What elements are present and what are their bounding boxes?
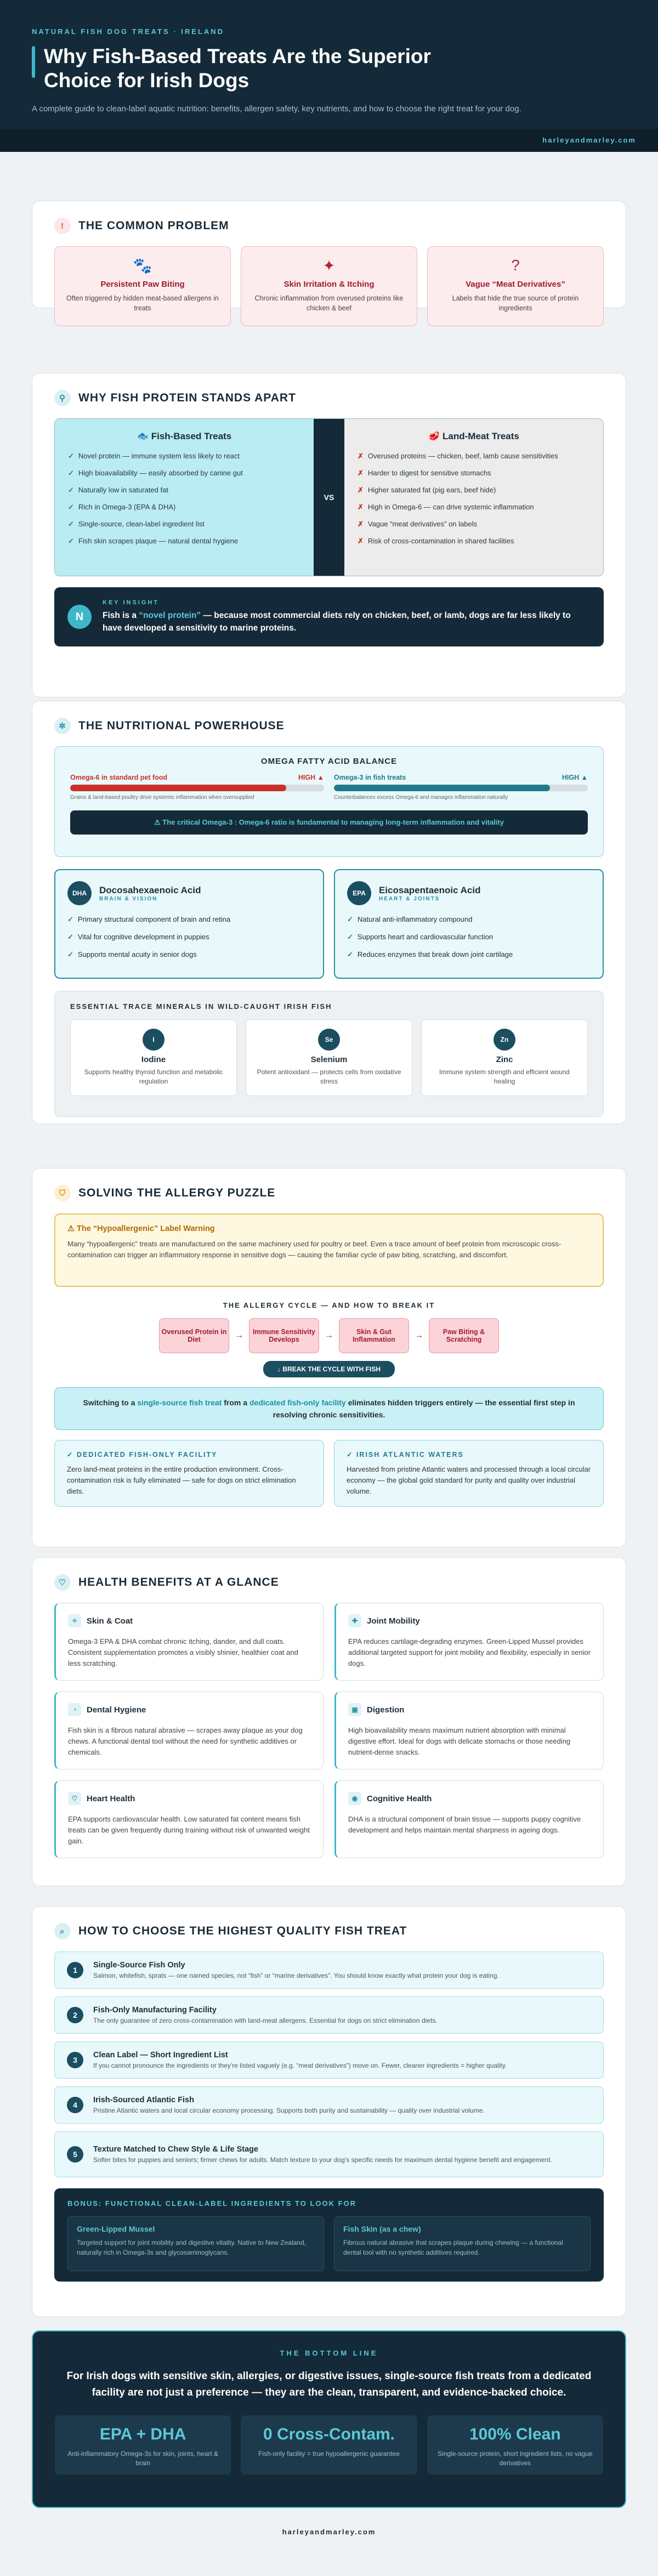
step-item: 1 Single-Source Fish Only Salmon, whitefish, sprats — one named species, not “fish” or “marine derivatives”. You should know exactly what protein your dog is eating. xyxy=(54,1951,604,1989)
dha-card: DHA Docosahexaenoic Acid BRAIN & VISION ✓ Primary structural component of brain and retina ✓ Vital for cognitive development in puppies ✓ Supports mental acuity in senior dogs xyxy=(54,869,324,979)
step-item: 2 Fish-Only Manufacturing Facility The only guarantee of zero cross-contamination with land-meat allergens. Essential for dogs on strict elimination diets. xyxy=(54,1996,604,2034)
bottom-line: THE BOTTOM LINE For Irish dogs with sensitive skin, allergies, or digestive issues, single-source fish treats from a dedicated facility are not just a preference — they are the clean, transparent, and evidence-backed choice. EPA + DHA Anti-inflammatory Omega-3s for skin, joints, heart & brain 0 Cross-Contam. Fish-only facility = true hypoallergenic guarantee 100% Clean Single-source protein, short ingredient lists, no vague derivatives xyxy=(32,2330,626,2508)
break-cycle-button[interactable]: ↓ BREAK THE CYCLE WITH FISH xyxy=(263,1361,395,1377)
vs-divider: VS xyxy=(314,419,344,576)
stat-card: 0 Cross-Contam. Fish-only facility = true hypoallergenic guarantee xyxy=(241,2415,417,2475)
cross-icon: ✗ xyxy=(358,469,364,477)
fish-column-title: 🐟 Fish-Based Treats xyxy=(137,431,232,441)
hero-eyebrow: NATURAL FISH DOG TREATS · IRELAND xyxy=(32,27,225,36)
shield-icon: ⛉ xyxy=(54,1185,71,1201)
comparison-table xyxy=(54,418,604,576)
step-item: 4 Irish-Sourced Atlantic Fish Pristine Atlantic waters and local circular economy processing. Supports both purity and sustainability — quality over industrial volume. xyxy=(54,2086,604,2124)
location-pin-icon: ⚲ xyxy=(54,390,71,406)
arrow-icon: → xyxy=(325,1331,333,1340)
mineral-card: Zn Zinc Immune system strength and efficient wound healing xyxy=(421,1019,588,1096)
stat-card: 100% Clean Single-source protein, short ingredient lists, no vague derivatives xyxy=(427,2415,603,2475)
hero-subtitle: A complete guide to clean-label aquatic nutrition: benefits, allergen safety, key nutrients, and how to choose the right treat for your dog. xyxy=(32,104,521,114)
page-title: Why Fish-Based Treats Are the Superior Choice for Irish Dogs xyxy=(44,45,431,92)
benefit-card: ◉ Cognitive Health DHA is a structural component of brain tissue — supports puppy cognitive development and helps maintain mental sharpness in ageing dogs. xyxy=(334,1780,604,1858)
cross-icon: ✗ xyxy=(358,486,364,494)
hero-accent-bar xyxy=(32,46,35,78)
check-icon: ✓ xyxy=(68,452,74,460)
digestion-icon: ▣ xyxy=(348,1703,361,1716)
bonus-card: Green-Lipped Mussel Targeted support for joint mobility and digestive vitality. Native to New Zealand, naturally rich in Omega-3s and glycosaminoglycans. xyxy=(67,2216,324,2271)
heart-icon: ♡ xyxy=(68,1792,81,1805)
check-icon: ✓ xyxy=(68,486,74,494)
meat-drawback: ✗ Overused proteins — chicken, beef, lamb cause sensitivities xyxy=(358,452,558,460)
brain-icon: ◉ xyxy=(348,1792,361,1805)
section-title: ⌕ HOW TO CHOOSE THE HIGHEST QUALITY FISH TREAT xyxy=(54,1923,604,1939)
atlantic-card: ✓ IRISH ATLANTIC WATERS Harvested from pristine Atlantic waters and processed through a local circular economy — the global gold standard for purity and quality over industrial volume. xyxy=(334,1440,604,1507)
stat-card: EPA + DHA Anti-inflammatory Omega-3s for skin, joints, heart & brain xyxy=(55,2415,231,2475)
irritation-icon: ✦ xyxy=(322,257,336,274)
heart-icon: ♡ xyxy=(54,1574,71,1591)
benefit-card: ♡ Heart Health EPA supports cardiovascular health. Low saturated fat content means fish treats can be given frequently during training without risk of unwanted weight gain. xyxy=(54,1780,324,1858)
fish-benefit: ✓ Novel protein — immune system less likely to react xyxy=(68,452,240,460)
section-common-problem xyxy=(32,201,626,312)
hypoallergenic-warning: ⚠ The “Hypoallergenic” Label Warning Many “hypoallergenic” treats are manufactured on the same machinery used for poultry or beef. Even a trace amount of beef protein from microscopic cross-contamination can trigger an inflammatory response in sensitive dogs — causing the familiar cycle of paw biting, scratching, and discomfort. xyxy=(54,1213,604,1287)
step-item: 3 Clean Label — Short Ingredient List If you cannot pronounce the ingredients or they're listed vaguely (e.g. “meat derivatives”) move on. Fewer, cleaner ingredients = higher quality. xyxy=(54,2041,604,2079)
check-icon: ✓ xyxy=(68,537,74,545)
insight-badge: N xyxy=(67,605,92,629)
arrow-icon: → xyxy=(415,1331,423,1340)
check-icon: ✓ xyxy=(67,950,73,958)
epa-card: EPA Eicosapentaenoic Acid HEART & JOINTS ✓ Natural anti-inflammatory compound ✓ Supports heart and cardiovascular function ✓ Reduces enzymes that break down joint cartilage xyxy=(334,869,604,979)
check-icon: ✓ xyxy=(67,915,73,923)
meat-column-title: 🥩 Land-Meat Treats xyxy=(428,431,519,441)
question-icon: ? xyxy=(511,257,520,274)
benefit-card: ◔ Dental Hygiene Fish skin is a fibrous natural abrasive — scrapes away plaque as your dog chews. A functional dental tool without the need for synthetic additives or chemicals. xyxy=(54,1692,324,1769)
tooth-icon: ◔ xyxy=(68,1703,81,1716)
omega6-bar xyxy=(70,785,286,791)
section-title: ! THE COMMON PROBLEM xyxy=(54,218,604,234)
hero-site-link[interactable]: harleyandmarley.com xyxy=(0,129,658,152)
bonus-ingredients: BONUS: FUNCTIONAL CLEAN-LABEL INGREDIENTS TO LOOK FOR Green-Lipped Mussel Targeted support for joint mobility and digestive vitality. Native to New Zealand, naturally rich in Omega-3s and glycosaminoglycans. Fish Skin (as a chew) Fibrous natural abrasive that scrapes plaque during chewing — a functional dental tool with no synthetic additives required. xyxy=(54,2188,604,2282)
footer-site-link[interactable]: harleyandmarley.com xyxy=(282,2528,376,2536)
benefit-card: ✧ Skin & Coat Omega-3 EPA & DHA combat chronic itching, dander, and dull coats. Consistent supplementation promotes a visibly shinier, healthier coat and less scratching. xyxy=(54,1603,324,1681)
cross-icon: ✗ xyxy=(358,520,364,528)
section-nutrition xyxy=(32,701,626,1124)
benefit-card: ▣ Digestion High bioavailability means maximum nutrient absorption with minimal digestive effort. Ideal for dogs with delicate stomachs or those needing nutrient-dense snacks. xyxy=(334,1692,604,1769)
meat-drawback: ✗ High in Omega-6 — can drive systemic inflammation xyxy=(358,503,534,511)
omega-ratio-banner: ⚠ The critical Omega-3 : Omega-6 ratio is fundamental to managing long-term inflammation and vitality xyxy=(70,810,588,835)
check-icon: ✓ xyxy=(67,933,73,941)
alert-icon: ! xyxy=(54,218,71,234)
key-insight: N KEY INSIGHT Fish is a “novel protein” — because most commercial diets rely on chicken, beef, or lamb, dogs are far less likely to have developed a sensitivity to marine proteins. xyxy=(54,587,604,646)
allergy-cycle: Overused Protein in Diet → Immune Sensitivity Develops → Skin & Gut Inflammation → Paw Biting & Scratching xyxy=(54,1318,604,1353)
problem-card: ✦ Skin Irritation & Itching Chronic inflammation from overused proteins like chicken & beef xyxy=(241,246,417,326)
check-icon: ✓ xyxy=(347,933,353,941)
section-title: ⚲ WHY FISH PROTEIN STANDS APART xyxy=(54,390,604,406)
section-title: ♡ HEALTH BENEFITS AT A GLANCE xyxy=(54,1574,604,1591)
mineral-card: Se Selenium Potent antioxidant — protects cells from oxidative stress xyxy=(246,1019,412,1096)
bonus-card: Fish Skin (as a chew) Fibrous natural abrasive that scrapes plaque during chewing — a functional dental tool with no synthetic additives required. xyxy=(334,2216,591,2271)
section-fish-protein xyxy=(32,373,626,697)
facility-card: ✓ DEDICATED FISH-ONLY FACILITY Zero land-meat proteins in the entire production environment. Cross-contamination risk is fully eliminated — safe for dogs on strict elimination diets. xyxy=(54,1440,324,1507)
trace-minerals: ESSENTIAL TRACE MINERALS IN WILD-CAUGHT IRISH FISH I Iodine Supports healthy thyroid function and metabolic regulation Se Selenium Potent antioxidant — protects cells from oxidative stress Zn Zinc Immune system strength and efficient wound healing xyxy=(54,991,604,1117)
benefit-card: ✚ Joint Mobility EPA reduces cartilage-degrading enzymes. Green-Lipped Mussel provides additional targeted support for joint mobility and flexibility, especially in senior dogs. xyxy=(334,1603,604,1681)
joint-icon: ✚ xyxy=(348,1614,361,1627)
fish-benefit: ✓ Fish skin scrapes plaque — natural dental hygiene xyxy=(68,537,239,545)
cross-icon: ✗ xyxy=(358,452,364,460)
section-allergy: ⛉ SOLVING THE ALLERGY PUZZLE ⚠ The “Hypoallergenic” Label Warning Many “hypoallergenic” treats are manufactured on the same machinery used for poultry or beef. Even a trace amount of beef protein from microscopic cross-contamination can trigger an inflammatory response in sensitive dogs — causing the familiar cycle of paw biting, scratching, and discomfort. THE ALLERGY CYCLE — AND HOW TO BREAK IT Overused Protein in Diet → Immune Sensitivity Develops → Skin & Gut Inflammation → Paw Biting & Scratching ↓ BREAK THE CYCLE WITH FISH Switching to a single-source fish treat from a dedicated fish-only facility eliminates hidden triggers entirely — the essential first step in resolving chronic sensitivities. ✓ DEDICATED FISH-ONLY FACILITY Zero land-meat proteins in the entire production environment. Cross-contamination risk is fully eliminated — safe for dogs on strict elimination diets. ✓ IRISH ATLANTIC WATERS Harvested from pristine Atlantic waters and processed through a local circular economy — the global gold standard for purity and quality over industrial volume. xyxy=(32,1168,626,1547)
check-icon: ✓ xyxy=(347,950,353,958)
mineral-card: I Iodine Supports healthy thyroid function and metabolic regulation xyxy=(70,1019,237,1096)
problem-card: 🐾 Persistent Paw Biting Often triggered by hidden meat-based allergens in treats xyxy=(54,246,231,326)
cross-icon: ✗ xyxy=(358,537,364,545)
arrow-icon: → xyxy=(235,1331,243,1340)
section-title: ⛉ SOLVING THE ALLERGY PUZZLE xyxy=(54,1185,604,1201)
check-icon: ✓ xyxy=(68,520,74,528)
molecule-icon: ✲ xyxy=(54,718,71,734)
fish-benefit: ✓ Rich in Omega-3 (EPA & DHA) xyxy=(68,503,176,511)
cross-icon: ✗ xyxy=(358,503,364,511)
meat-drawback: ✗ Harder to digest for sensitive stomachs xyxy=(358,469,491,477)
fish-benefit: ✓ High bioavailability — easily absorbed by canine gut xyxy=(68,469,243,477)
check-icon: ✓ xyxy=(68,503,74,511)
meat-drawback: ✗ Risk of cross-contamination in shared facilities xyxy=(358,537,514,545)
omega-balance: OMEGA FATTY ACID BALANCE Omega-6 in standard pet food HIGH ▲ Grains & land-based poultry drive systemic inflammation when oversupplied Omega-3 in fish treats HIGH ▲ Counterbalances excess Omega-6 and manages inflammation naturally ⚠ The critical Omega-3 : Omega-6 ratio is fundamental to managing long-term inflammation and vitality xyxy=(54,746,604,857)
section-choose xyxy=(32,1906,626,2317)
check-icon: ✓ xyxy=(347,915,353,923)
section-benefits xyxy=(32,1557,626,1886)
check-icon: ✓ xyxy=(68,469,74,477)
meat-drawback: ✗ Vague “meat derivatives” on labels xyxy=(358,520,478,528)
paw-icon: 🐾 xyxy=(133,257,152,274)
step-item: 5 Texture Matched to Chew Style & Life Stage Softer bites for puppies and seniors; firmer chews for adults. Match texture to your dog's specific needs for maximum dental hygiene benefit and engagement. xyxy=(54,2131,604,2177)
omega3-bar xyxy=(334,785,550,791)
problem-card: ? Vague “Meat Derivatives” Labels that hide the true source of protein ingredients xyxy=(427,246,604,326)
switch-callout: Switching to a single-source fish treat from a dedicated fish-only facility eliminates hidden triggers entirely — the essential first step in resolving chronic sensitivities. xyxy=(54,1387,604,1430)
fish-benefit: ✓ Single-source, clean-label ingredient list xyxy=(68,520,205,528)
fish-benefit: ✓ Naturally low in saturated fat xyxy=(68,486,168,494)
search-icon: ⌕ xyxy=(54,1923,71,1939)
hero-header xyxy=(0,0,658,152)
meat-drawback: ✗ Higher saturated fat (pig ears, beef hide) xyxy=(358,486,496,494)
section-title: ✲ THE NUTRITIONAL POWERHOUSE xyxy=(54,718,604,734)
sparkle-icon: ✧ xyxy=(68,1614,81,1627)
